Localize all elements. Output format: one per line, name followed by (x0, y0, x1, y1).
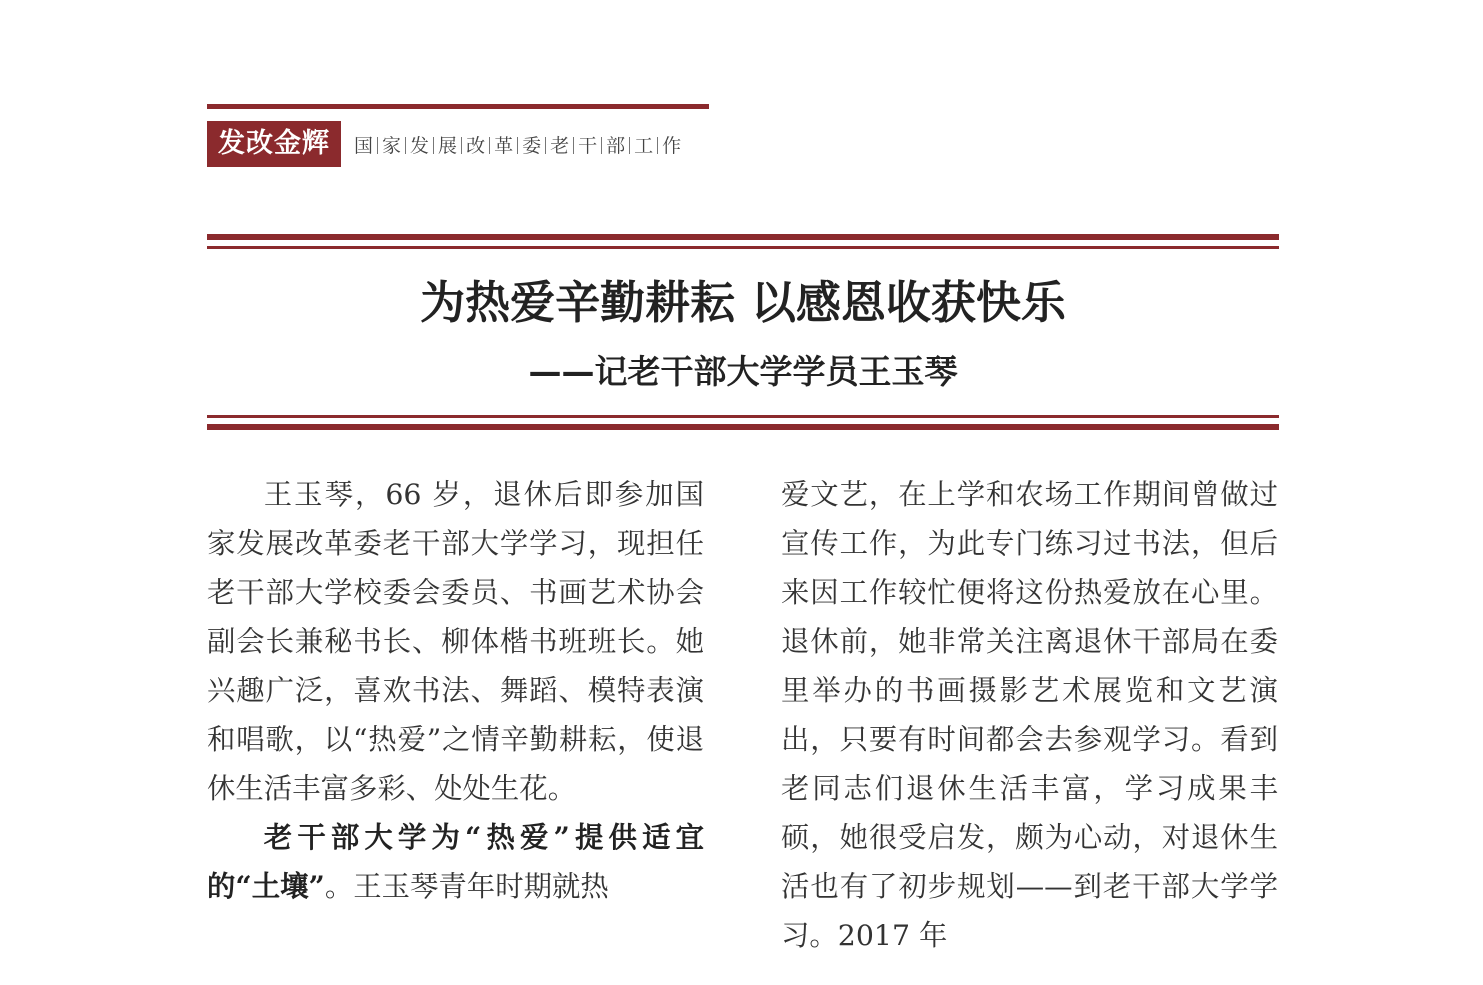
label-separator (601, 137, 602, 154)
label-char: 国 (354, 135, 374, 157)
paragraph (207, 813, 704, 911)
label-char: 工 (634, 135, 654, 157)
label-char: 展 (438, 135, 458, 157)
article-subtitle: ——记老干部大学学员王玉琴 (528, 352, 958, 391)
label-char: 作 (662, 135, 682, 157)
label-char: 家 (382, 135, 402, 157)
label-char: 改 (466, 135, 486, 157)
label-separator (517, 137, 518, 154)
article-column-right (781, 470, 1278, 960)
label-separator (433, 137, 434, 154)
label-separator (489, 137, 490, 154)
title-bottom-rule-thick (207, 424, 1279, 430)
section-logo: 发改金辉 (207, 121, 341, 167)
title-top-rule-thick (207, 234, 1279, 240)
label-char: 干 (578, 135, 598, 157)
paragraph-text: 。王玉琴青年时期就热 (324, 870, 609, 903)
label-char: 部 (606, 135, 626, 157)
label-char: 革 (494, 135, 514, 157)
label-separator (573, 137, 574, 154)
label-separator (629, 137, 630, 154)
label-separator (545, 137, 546, 154)
label-char: 老 (550, 135, 570, 157)
label-separator (461, 137, 462, 154)
label-char: 发 (410, 135, 430, 157)
paragraph: 爱文艺，在上学和农场工作期间曾做过宣传工作，为此专门练习过书法，但后来因工作较忙便将这份热爱放在心里。退休前，她非常关注离退休干部局在委里举办的书画摄影艺术展览和文艺演出，只要有时间都会去参观学习。看到老同志们退休生活丰富，学习成果丰硕，她很受启发，颇为心动，对退休生活也有了初步规划——到老干部大学学习。2017 年 (781, 478, 1278, 952)
article-column-left (207, 470, 704, 911)
label-separator (405, 137, 406, 154)
section-label (354, 132, 681, 160)
article-title: 为热爱辛勤耕耘 以感恩收获快乐 (420, 276, 1066, 329)
paragraph: 王玉琴，66 岁，退休后即参加国家发展改革委老干部大学学习，现担任老干部大学校委会委员、书画艺术协会副会长兼秘书长、柳体楷书班班长。她兴趣广泛，喜欢书法、舞蹈、模特表演和唱歌，以“热爱”之情辛勤耕耘，使退休生活丰富多彩、处处生花。 (207, 478, 704, 805)
title-top-rule-thin (207, 246, 1279, 249)
label-separator (657, 137, 658, 154)
header-top-rule (207, 104, 709, 109)
title-bottom-rule-thin (207, 415, 1279, 418)
label-separator (377, 137, 378, 154)
paragraph-lead: 老干部大学为“热爱”提供适宜的“土壤” (207, 820, 704, 903)
label-char: 委 (522, 135, 542, 157)
